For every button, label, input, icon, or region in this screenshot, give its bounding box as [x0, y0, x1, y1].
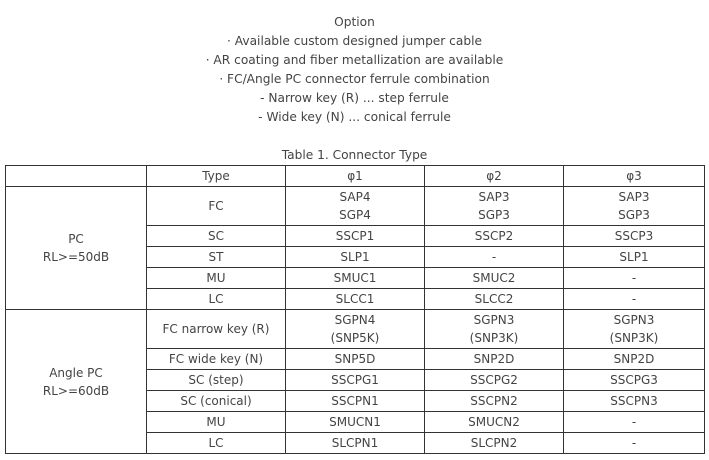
value-line: SAP3 [618, 190, 650, 204]
type-cell: LC [147, 289, 286, 310]
value-cell: SSCPG2 [425, 370, 564, 391]
option-line: · FC/Angle PC connector ferrule combination [219, 72, 490, 86]
value-cell: SLP1 [286, 247, 425, 268]
group-pc-label: PC [68, 232, 84, 246]
value-cell: SLCC1 [286, 289, 425, 310]
option-title: Option [334, 15, 375, 29]
type-cell: ST [147, 247, 286, 268]
value-cell: SLCC2 [425, 289, 564, 310]
value-cell: SNP5D [286, 349, 425, 370]
group-pc [6, 187, 147, 310]
header-phi2: φ2 [425, 166, 564, 187]
connector-type-table [5, 165, 705, 454]
value-cell: SSCP1 [286, 226, 425, 247]
value-line: (SNP3K) [469, 331, 519, 345]
value-cell [286, 310, 425, 349]
value-cell: SLCPN1 [286, 433, 425, 454]
table-row [6, 310, 705, 349]
value-cell: SMUC2 [425, 268, 564, 289]
header-phi3: φ3 [564, 166, 705, 187]
value-line: SGP3 [618, 208, 650, 222]
type-cell: FC narrow key (R) [147, 310, 286, 349]
value-cell: SMUCN2 [425, 412, 564, 433]
value-line: SGPN3 [473, 313, 515, 327]
header-blank-cell [6, 166, 147, 187]
value-cell: SLCPN2 [425, 433, 564, 454]
type-cell: SC (step) [147, 370, 286, 391]
value-cell: - [564, 268, 705, 289]
value-line: SAP4 [339, 190, 371, 204]
value-cell: SNP2D [425, 349, 564, 370]
value-cell: SSCPG1 [286, 370, 425, 391]
value-cell: SLP1 [564, 247, 705, 268]
value-cell: SSCPG3 [564, 370, 705, 391]
group-pc-rl: RL>=50dB [42, 250, 110, 264]
value-cell: SMUCN1 [286, 412, 425, 433]
value-cell [564, 310, 705, 349]
header-phi1: φ1 [286, 166, 425, 187]
option-line: · Available custom designed jumper cable [227, 34, 482, 48]
value-cell: SNP2D [564, 349, 705, 370]
value-cell: - [564, 412, 705, 433]
type-cell: LC [147, 433, 286, 454]
value-cell: SSCPN1 [286, 391, 425, 412]
type-cell: SC [147, 226, 286, 247]
value-cell: SSCPN3 [564, 391, 705, 412]
option-line: - Narrow key (R) ... step ferrule [260, 91, 449, 105]
value-cell [286, 187, 425, 226]
value-line: (SNP5K) [330, 331, 380, 345]
type-cell: FC [147, 187, 286, 226]
value-cell [425, 310, 564, 349]
value-cell: - [564, 433, 705, 454]
value-line: SGPN3 [613, 313, 655, 327]
group-angle-pc-rl: RL>=60dB [42, 383, 110, 398]
table-header-row [6, 166, 705, 187]
type-cell: SC (conical) [147, 391, 286, 412]
value-cell: - [564, 289, 705, 310]
header-type: Type [147, 166, 286, 187]
value-cell: SSCP3 [564, 226, 705, 247]
value-line: (SNP3K) [609, 331, 659, 345]
option-section [0, 13, 709, 127]
value-line: SGPN4 [334, 313, 376, 327]
value-cell: SSCPN2 [425, 391, 564, 412]
type-cell: MU [147, 412, 286, 433]
value-line: SGP4 [339, 208, 371, 222]
value-cell: - [425, 247, 564, 268]
value-cell [564, 187, 705, 226]
type-cell: FC wide key (N) [147, 349, 286, 370]
group-angle-pc [6, 310, 147, 454]
type-cell: MU [147, 268, 286, 289]
value-line: SGP3 [478, 208, 510, 222]
value-cell: SMUC1 [286, 268, 425, 289]
option-line: - Wide key (N) ... conical ferrule [258, 110, 451, 124]
value-cell: SSCP2 [425, 226, 564, 247]
table-caption: Table 1. Connector Type [281, 148, 428, 162]
value-cell [425, 187, 564, 226]
table-row [6, 187, 705, 226]
value-line: SAP3 [478, 190, 510, 204]
group-angle-pc-label: Angle PC [49, 365, 103, 380]
option-line: · AR coating and fiber metallization are available [205, 53, 504, 67]
